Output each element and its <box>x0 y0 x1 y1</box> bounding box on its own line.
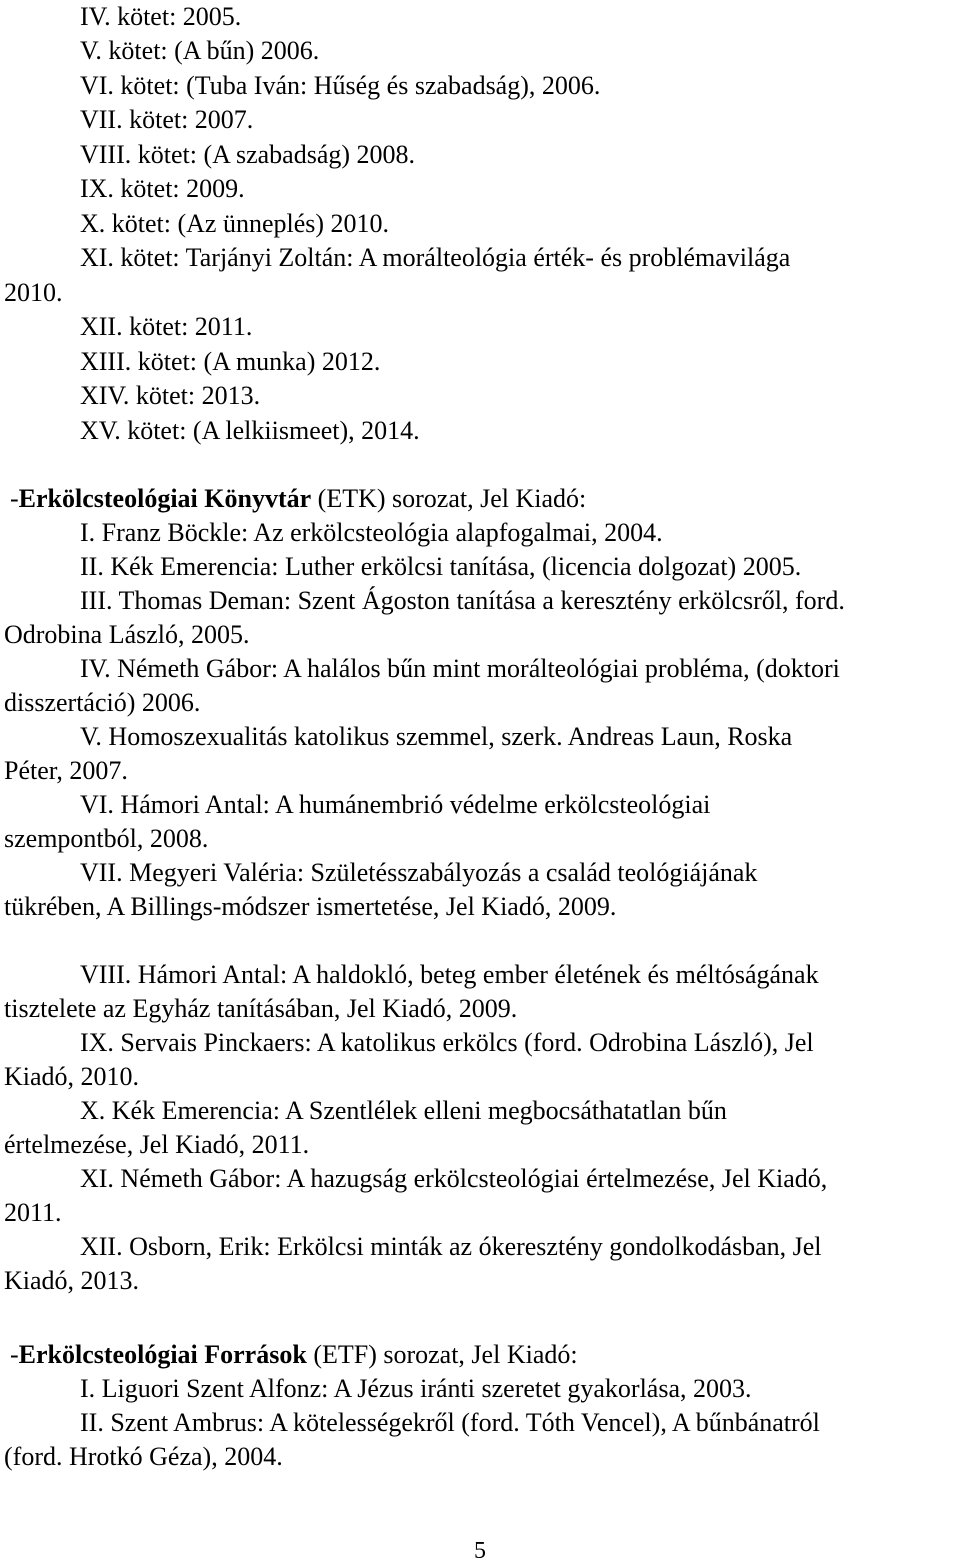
etk-item: II. Kék Emerencia: Luther erkölcsi tanítása, (licencia dolgozat) 2005. <box>80 552 802 581</box>
etf-item: I. Liguori Szent Alfonz: A Jézus iránti szeretet gyakorlása, 2003. <box>80 1374 752 1403</box>
volume-line: VI. kötet: (Tuba Iván: Hűség és szabadság), 2006. <box>80 71 601 100</box>
volume-line: V. kötet: (A bűn) 2006. <box>80 36 320 65</box>
volume-line: XIV. kötet: 2013. <box>80 381 261 410</box>
etk-item: XI. Németh Gábor: A hazugság erkölcsteológiai értelmezése, Jel Kiadó, <box>80 1164 828 1193</box>
etk-item: IV. Németh Gábor: A halálos bűn mint morálteológiai probléma, (doktori <box>80 654 840 683</box>
etk-item: VI. Hámori Antal: A humánembrió védelme erkölcsteológiai <box>80 790 711 819</box>
etk-item-continuation: Odrobina László, 2005. <box>4 620 250 649</box>
volume-line: XII. kötet: 2011. <box>80 312 253 341</box>
etk-item: VIII. Hámori Antal: A haldokló, beteg ember életének és méltóságának <box>80 960 819 989</box>
etf-dash: - <box>10 1340 19 1369</box>
etk-item-continuation: tisztelete az Egyház tanításában, Jel Kiadó, 2009. <box>4 994 518 1023</box>
volume-line: XI. kötet: Tarjányi Zoltán: A morálteológia érték- és problémavilága <box>80 243 791 272</box>
etk-item-continuation: szempontból, 2008. <box>4 824 209 853</box>
etk-item: I. Franz Böckle: Az erkölcsteológia alapfogalmai, 2004. <box>80 518 663 547</box>
etk-item-continuation: 2011. <box>4 1198 62 1227</box>
etk-heading <box>0 482 960 516</box>
etk-item: III. Thomas Deman: Szent Ágoston tanítása a keresztény erkölcsről, ford. <box>80 586 845 615</box>
etk-item: XII. Osborn, Erik: Erkölcsi minták az ókeresztény gondolkodásban, Jel <box>80 1232 822 1261</box>
volume-line-continuation: 2010. <box>4 278 63 307</box>
etk-item-continuation: Kiadó, 2010. <box>4 1062 140 1091</box>
page-number: 5 <box>474 1538 486 1564</box>
etk-item-continuation: disszertáció) 2006. <box>4 688 201 717</box>
etk-item-continuation: Kiadó, 2013. <box>4 1266 140 1295</box>
etf-item: II. Szent Ambrus: A kötelességekről (ford. Tóth Vencel), A bűnbánatról <box>80 1408 820 1437</box>
etk-item-continuation: értelmezése, Jel Kiadó, 2011. <box>4 1130 310 1159</box>
etf-title: Erkölcsteológiai Források <box>18 1340 307 1369</box>
volume-line: XV. kötet: (A lelkiismeet), 2014. <box>80 416 420 445</box>
etk-title: Erkölcsteológiai Könyvtár <box>18 484 312 513</box>
etf-heading <box>0 1338 960 1372</box>
volume-line: VIII. kötet: (A szabadság) 2008. <box>80 140 416 169</box>
etk-item-continuation: Péter, 2007. <box>4 756 128 785</box>
etk-item: IX. Servais Pinckaers: A katolikus erkölcs (ford. Odrobina László), Jel <box>80 1028 814 1057</box>
volume-line: X. kötet: (Az ünneplés) 2010. <box>80 209 390 238</box>
etk-title-rest: (ETK) sorozat, Jel Kiadó: <box>311 484 587 513</box>
volume-line: IX. kötet: 2009. <box>80 174 245 203</box>
volume-line: IV. kötet: 2005. <box>80 2 242 31</box>
volume-line: VII. kötet: 2007. <box>80 105 254 134</box>
etf-item-continuation: (ford. Hrotkó Géza), 2004. <box>4 1442 283 1471</box>
volume-line: XIII. kötet: (A munka) 2012. <box>80 347 381 376</box>
etk-item: X. Kék Emerencia: A Szentlélek elleni megbocsáthatatlan bűn <box>80 1096 727 1125</box>
etk-dash: - <box>10 484 19 513</box>
etk-item-continuation: tükrében, A Billings-módszer ismertetése, Jel Kiadó, 2009. <box>4 892 617 921</box>
etf-title-rest: (ETF) sorozat, Jel Kiadó: <box>306 1340 578 1369</box>
etk-item: V. Homoszexualitás katolikus szemmel, szerk. Andreas Laun, Roska <box>80 722 793 751</box>
etk-item: VII. Megyeri Valéria: Születésszabályozás a család teológiájának <box>80 858 758 887</box>
